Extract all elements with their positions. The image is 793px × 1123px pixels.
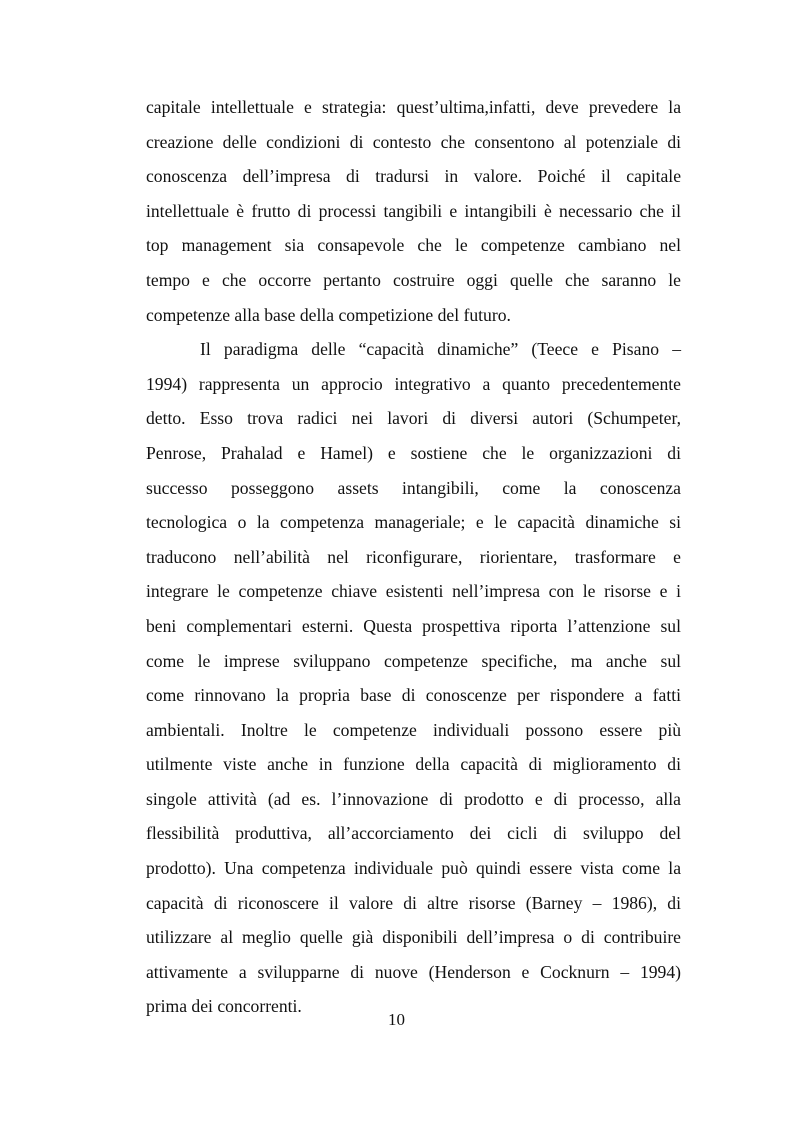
page-body xyxy=(146,90,681,1024)
paragraph-2 xyxy=(146,332,681,1024)
text-line: tempo e che occorre pertanto costruire oggi quelle che saranno le xyxy=(146,269,681,290)
text-line: utilizzare al meglio quelle già disponibili dell’impresa o di contribuire xyxy=(146,927,681,948)
text-line: tecnologica o la competenza manageriale; e le capacità dinamiche si xyxy=(146,512,681,533)
text-line: intellettuale è frutto di processi tangibili e intangibili è necessario che il xyxy=(146,200,681,221)
text-line: capacità di riconoscere il valore di altre risorse (Barney – 1986), di xyxy=(146,892,681,913)
text-line: integrare le competenze chiave esistenti nell’impresa con le risorse e i xyxy=(146,581,681,602)
text-line: prima dei concorrenti. xyxy=(146,996,302,1017)
text-line: come rinnovano la propria base di conoscenze per rispondere a fatti xyxy=(146,685,681,706)
text-line: creazione delle condizioni di contesto che consentono al potenziale di xyxy=(146,131,681,152)
text-line: ambientali. Inoltre le competenze individuali possono essere più xyxy=(146,719,681,740)
text-line: competenze alla base della competizione del futuro. xyxy=(146,304,511,325)
text-line: conoscenza dell’impresa di tradursi in valore. Poiché il capitale xyxy=(146,166,681,187)
paragraph-1 xyxy=(146,90,681,332)
text-line: utilmente viste anche in funzione della capacità di miglioramento di xyxy=(146,754,681,775)
text-line: beni complementari esterni. Questa prospettiva riporta l’attenzione sul xyxy=(146,615,681,636)
text-line: traducono nell’abilità nel riconfigurare, riorientare, trasformare e xyxy=(146,546,681,567)
text-line: top management sia consapevole che le competenze cambiano nel xyxy=(146,235,681,256)
text-line: singole attività (ad es. l’innovazione di prodotto e di processo, alla xyxy=(146,788,681,809)
text-line: successo posseggono assets intangibili, come la conoscenza xyxy=(146,477,681,498)
text-line: attivamente a svilupparne di nuove (Henderson e Cocknurn – 1994) xyxy=(146,961,681,982)
text-line: flessibilità produttiva, all’accorciamento dei cicli di sviluppo del xyxy=(146,823,681,844)
text-line: prodotto). Una competenza individuale può quindi essere vista come la xyxy=(146,858,681,879)
text-line: detto. Esso trova radici nei lavori di diversi autori (Schumpeter, xyxy=(146,408,681,429)
page-number: 10 xyxy=(388,1010,405,1029)
text-line: capitale intellettuale e strategia: quest’ultima,infatti, deve prevedere la xyxy=(146,97,681,117)
text-line: Penrose, Prahalad e Hamel) e sostiene che le organizzazioni di xyxy=(146,442,681,463)
text-line: come le imprese sviluppano competenze specifiche, ma anche sul xyxy=(146,650,681,671)
text-line: 1994) rappresenta un approcio integrativo a quanto precedentemente xyxy=(146,373,681,394)
text-line: Il paradigma delle “capacità dinamiche” (Teece e Pisano – xyxy=(200,339,681,360)
